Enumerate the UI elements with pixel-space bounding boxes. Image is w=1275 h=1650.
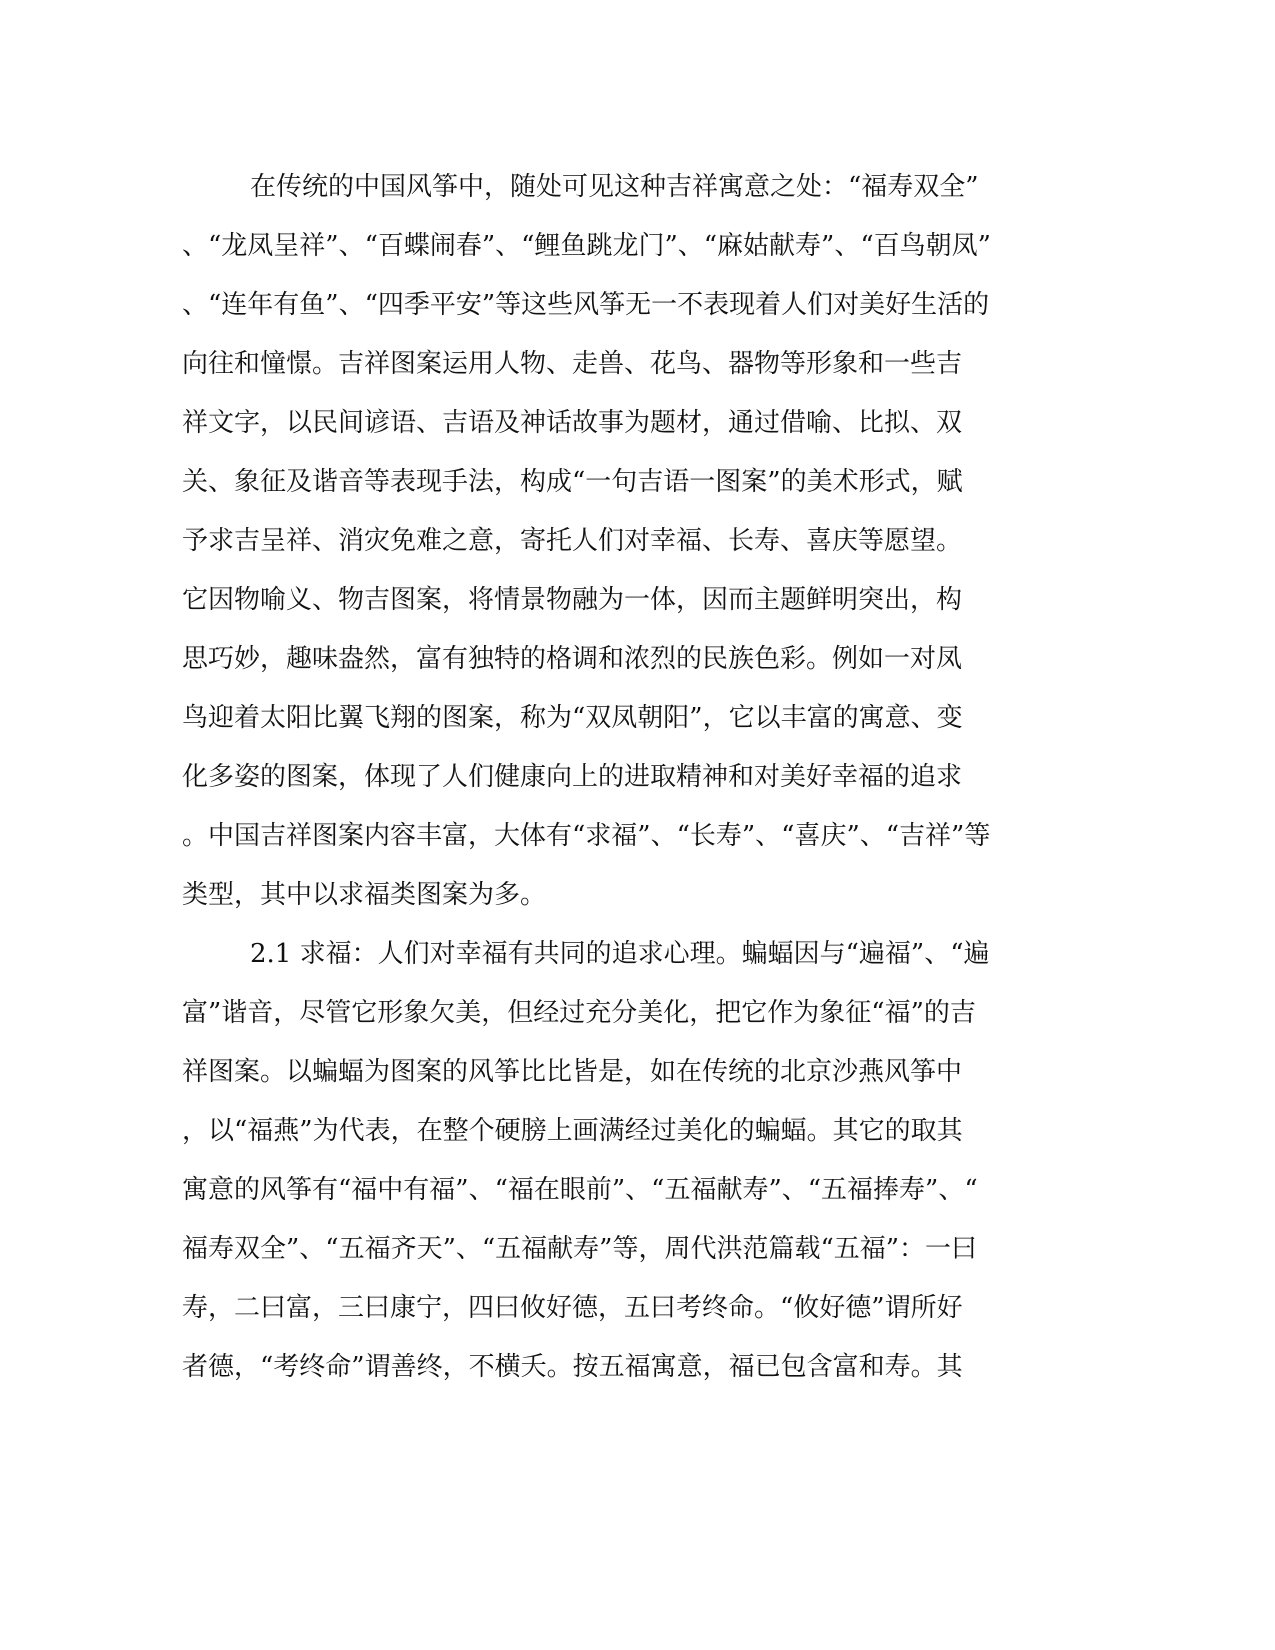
paragraph-2-line-5: 寓意的风筝有“福中有福”、“福在眼前”、“五福献寿”、“五福捧寿”、“ — [182, 1175, 978, 1205]
paragraph-1-line-12: 。中国吉祥图案内容丰富，大体有“求福”、“长寿”、“喜庆”、“吉祥”等 — [182, 821, 991, 851]
paragraph-1-line-4: 向往和憧憬。吉祥图案运用人物、走兽、花鸟、器物等形象和一些吉 — [182, 349, 963, 379]
paragraph-2-line-3: 祥图案。以蝙蝠为图案的风筝比比皆是，如在传统的北京沙燕风筝中 — [182, 1057, 963, 1087]
paragraph-2-line-7: 寿，二曰富，三曰康宁，四曰攸好德，五曰考终命。“攸好德”谓所好 — [182, 1293, 963, 1323]
paragraph-2-line-6: 福寿双全”、“五福齐天”、“五福献寿”等，周代洪范篇载“五福”：一曰 — [182, 1234, 978, 1264]
paragraph-1-line-6: 关、象征及谐音等表现手法，构成“一句吉语一图案”的美术形式，赋 — [182, 467, 963, 497]
paragraph-1-line-11: 化多姿的图案，体现了人们健康向上的进取精神和对美好幸福的追求 — [182, 762, 963, 792]
paragraph-2-line-2: 富”谐音，尽管它形象欠美，但经过充分美化，把它作为象征“福”的吉 — [182, 998, 976, 1028]
paragraph-1-line-1: 在传统的中国风筝中，随处可见这种吉祥寓意之处：“福寿双全” — [250, 172, 979, 202]
paragraph-1-line-3: 、“连年有鱼”、“四季平安”等这些风筝无一不表现着人们对美好生活的 — [182, 290, 990, 320]
paragraph-2-line-8: 者德，“考终命”谓善终，不横夭。按五福寓意，福已包含富和寿。其 — [182, 1352, 963, 1382]
paragraph-1-line-9: 思巧妙，趣味盎然，富有独特的格调和浓烈的民族色彩。例如一对凤 — [182, 644, 963, 674]
paragraph-1-line-8: 它因物喻义、物吉图案，将情景物融为一体，因而主题鲜明突出，构 — [182, 585, 963, 615]
paragraph-1-line-10: 鸟迎着太阳比翼飞翔的图案，称为“双凤朝阳”，它以丰富的寓意、变 — [182, 703, 963, 733]
paragraph-1-line-2: 、“龙凤呈祥”、“百蝶闹春”、“鲤鱼跳龙门”、“麻姑献寿”、“百鸟朝凤” — [182, 231, 991, 261]
paragraph-1-line-5: 祥文字，以民间谚语、吉语及神话故事为题材，通过借喻、比拟、双 — [182, 408, 963, 438]
paragraph-2-line-1: 2.1 求福：人们对幸福有共同的追求心理。蝙蝠因与“遍福”、“遍 — [250, 939, 990, 969]
document-body — [182, 158, 1052, 1397]
paragraph-1-line-13: 类型，其中以求福类图案为多。 — [182, 880, 547, 910]
paragraph-1-line-7: 予求吉呈祥、消灾免难之意，寄托人们对幸福、长寿、喜庆等愿望。 — [182, 526, 963, 556]
paragraph-2-line-4: ，以“福燕”为代表，在整个硬膀上画满经过美化的蝙蝠。其它的取其 — [182, 1116, 963, 1146]
